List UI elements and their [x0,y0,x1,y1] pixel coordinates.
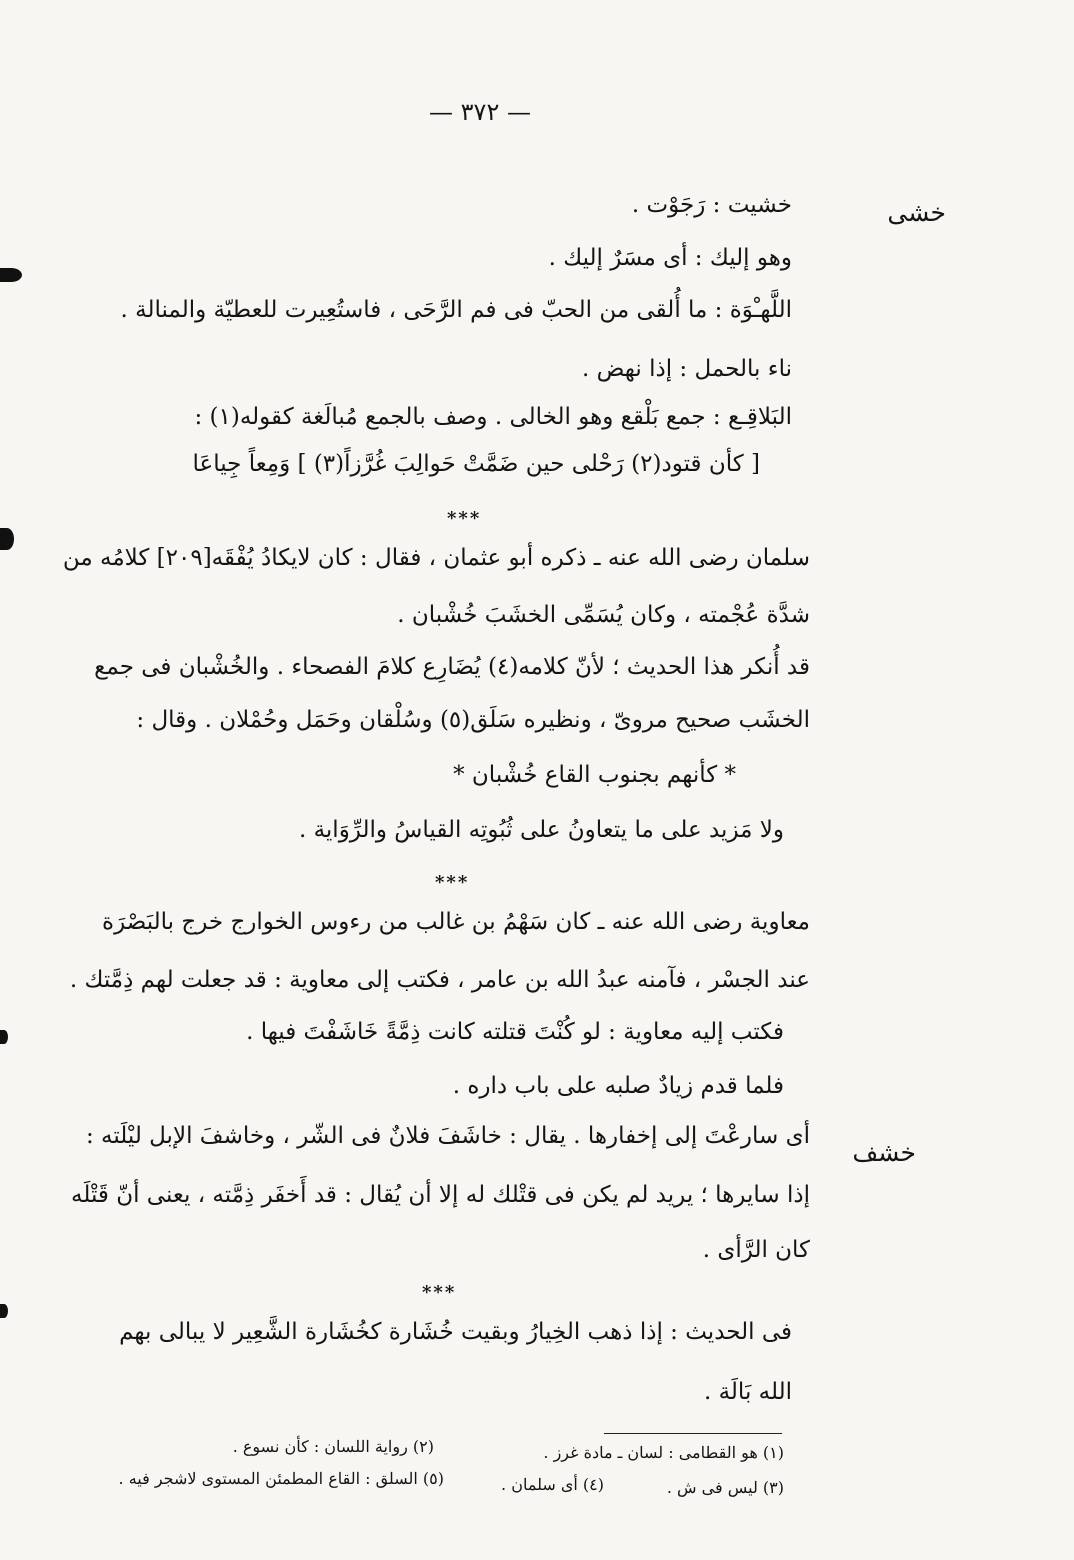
scan-edge-mark [0,1030,8,1044]
verse-line: [ كأن قتود(٢) رَحْلى حين ضَمَّتْ حَوالِبَ غُرَّزاً(٣) ] وَمِعاً جِياعَا [192,451,760,477]
scan-edge-mark [0,1304,8,1318]
footnote-rule [604,1433,782,1434]
entry-line: الله بَالَة . [703,1379,792,1405]
entry-line: ولا مَزيد على ما يتعاونُ على ثُبُوتِه القياسُ والرِّوَاية . [298,817,784,843]
entry-line: شدَّة عُجْمته ، وكان يُسَمِّى الخشَبَ خُشْبان . [397,602,810,628]
footnote: (٢) رواية اللسان : كأن نسوع . [232,1437,434,1456]
entry-line: معاوية رضى الله عنه ـ كان سَهْمُ بن غالب من رءوس الخوارج خرج بالبَصْرَة [102,909,810,935]
entry-line: البَلاقِـع : جمع بَلْقع وهو الخالى . وصف بالجمع مُبالَغة كقوله(١) : [194,404,792,430]
page-number: — ٣٧٢ — [429,98,531,126]
entry-line: ناء بالحمل : إذا نهض . [581,356,792,382]
entry-line: عند الجسْر ، فآمنه عبدُ الله بن عامر ، فكتب إلى معاوية : قد جعلت لهم ذِمَّتك . [69,967,810,993]
footnote: (٣) ليس فى ش . [666,1478,784,1497]
scan-edge-mark [0,528,14,550]
entry-line: قد أُنكر هذا الحديث ؛ لأنّ كلامه(٤) يُضَارِع كلامَ الفصحاء . والخُشْبان فى جمع [94,654,810,680]
section-separator: *** [447,508,482,529]
scan-edge-mark [0,268,22,282]
entry-line: وهو إليك : أى مسَرٌ إليك . [548,245,792,271]
entry-line: فكتب إليه معاوية : لو كُنْتَ قتلته كانت ذِمَّةً خَاشَفْتَ فيها . [246,1019,784,1045]
entry-line: خشيت : رَجَوْت . [631,192,792,218]
entry-line: إذا سايرها ؛ يريد لم يكن فى قتْلك له إلا أن يُقال : قد أَخفَر ذِمَّته ، يعنى أنّ قَتْلَه [71,1182,810,1208]
verse-line: * كأنهم بجنوب القاع خُشْبان * [453,762,736,788]
entry-line: فلما قدم زيادٌ صلبه على باب داره . [452,1073,784,1099]
section-separator: *** [422,1282,457,1303]
margin-headword-khashaf: خشف [852,1138,916,1167]
entry-line: كان الرَّأى . [702,1237,810,1263]
entry-line: فى الحديث : إذا ذهب الخِيارُ وبقيت خُشَارة كخُشَارة الشَّعِير لا يبالى بهم [119,1319,792,1345]
section-separator: *** [435,872,470,893]
entry-line: سلمان رضى الله عنه ـ ذكره أبو عثمان ، فقال : كان لايكادُ يُفْقَه[٢٠٩] كلامُه من [62,545,810,571]
margin-headword-khashy: خشى [887,198,946,227]
footnote: (٤) أى سلمان . [501,1475,604,1494]
entry-line: أى سارعْتَ إلى إخفارها . يقال : خاشَفَ فلانٌ فى الشّر ، وخاشفَ الإبل ليْلَته : [85,1123,810,1149]
entry-line: الخشَب صحيح مروىّ ، ونظيره سَلَق(٥) وسُلْقان وحَمَل وحُمْلان . وقال : [136,707,810,733]
footnote: (١) هو القطامى : لسان ـ مادة غرز . [543,1443,784,1462]
footnote: (٥) السلق : القاع المطمئن المستوى لاشجر فيه . [118,1469,444,1488]
entry-line: اللَّهـْوَة : ما أُلقى من الحبّ فى فم الرَّحَى ، فاستُعِيرت للعطيّة والمنالة . [120,297,792,323]
